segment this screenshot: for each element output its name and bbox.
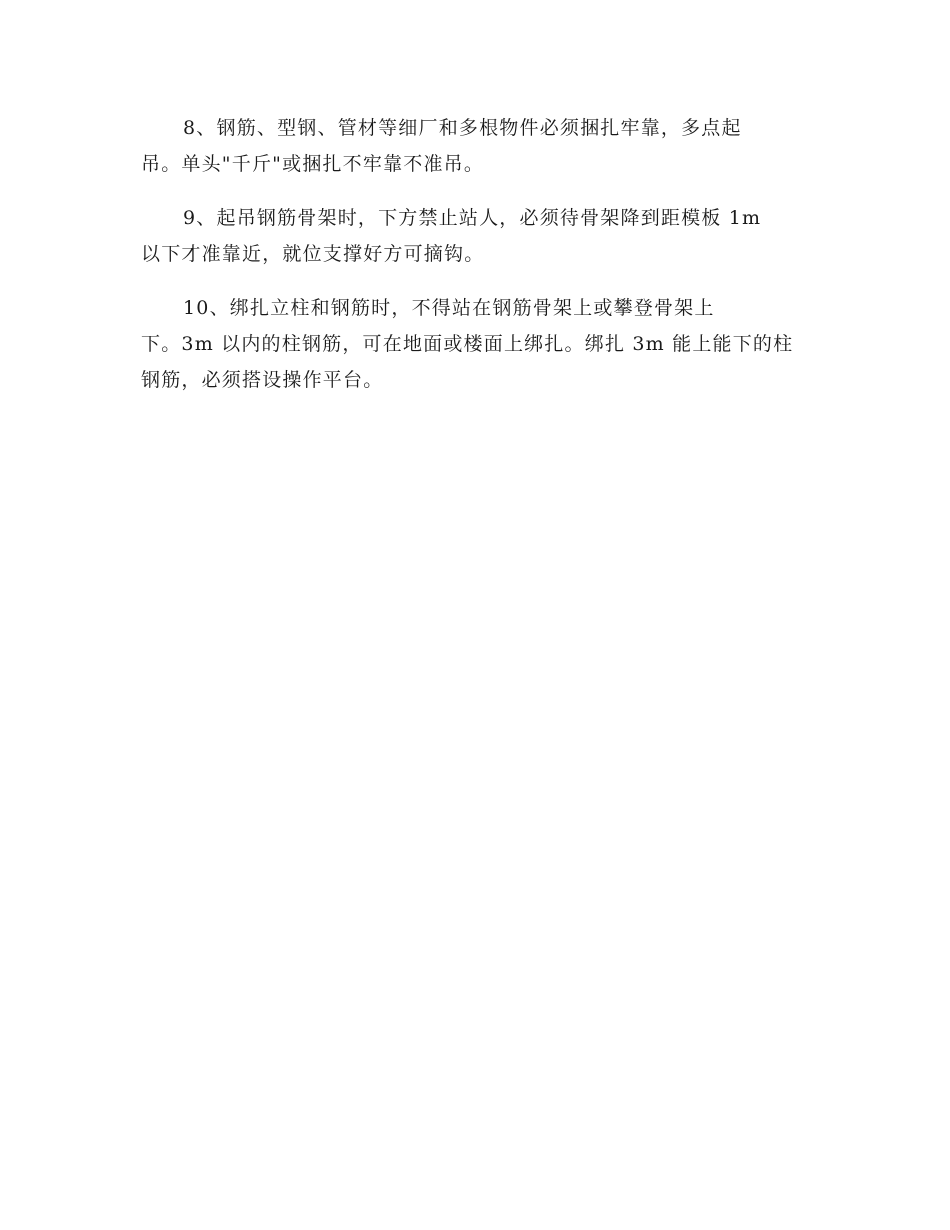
paragraph-line: 8、钢筋、型钢、管材等细厂和多根物件必须捆扎牢靠，多点起	[183, 117, 742, 139]
paragraph-line: 10、绑扎立柱和钢筋时，不得站在钢筋骨架上或攀登骨架上	[183, 297, 715, 319]
paragraph-line: 钢筋，必须搭设操作平台。	[141, 369, 384, 391]
paragraph-line: 吊。单头"千斤"或捆扎不牢靠不准吊。	[141, 153, 485, 175]
paragraph-line: 以下才准靠近，就位支撑好方可摘钩。	[141, 243, 485, 265]
paragraph-item-8	[141, 110, 811, 182]
paragraph-line: 9、起吊钢筋骨架时，下方禁止站人，必须待骨架降到距模板 1m	[183, 207, 762, 229]
document-body	[141, 110, 811, 416]
paragraph-item-9	[141, 200, 811, 272]
paragraph-line: 下。3m 以内的柱钢筋，可在地面或楼面上绑扎。绑扎 3m 能上能下的柱	[141, 333, 794, 355]
paragraph-item-10	[141, 290, 811, 398]
